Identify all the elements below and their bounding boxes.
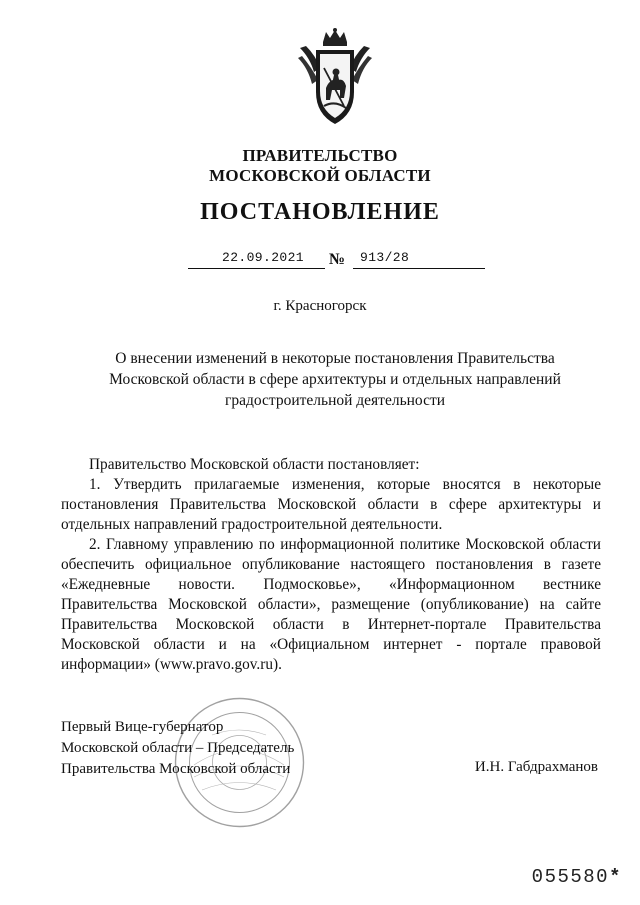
- body-item-1: 1. Утвердить прилагаемые изменения, которые вносятся в некоторые постановления Правительства Московской области в сфере архитектуры и отдельных направлений градостроительной деятельности.: [61, 476, 601, 533]
- signer-name: И.Н. Габдрахманов: [474, 759, 598, 775]
- government-title-line1: ПРАВИТЕЛЬСТВО: [242, 146, 398, 165]
- registration-line: [188, 248, 488, 272]
- serial-number: [532, 866, 622, 888]
- signer-title-line2: Московской области – Председатель: [61, 740, 295, 756]
- serial-asterisk: *: [609, 866, 622, 888]
- signer-title-line1: Первый Вице-губернатор: [61, 719, 224, 735]
- document-number: 913/28: [360, 250, 410, 265]
- number-underline: [353, 268, 485, 269]
- document-subject: О внесении изменений в некоторые постановления Правительства Московской области в сфере архитектуры и отдельных направлений градостроительной деятельности: [109, 350, 561, 409]
- signer-title: [61, 717, 294, 780]
- document-date: 22.09.2021: [222, 250, 305, 265]
- government-title-line2: МОСКОВСКОЙ ОБЛАСТИ: [209, 166, 431, 185]
- document-body: [61, 455, 601, 675]
- city-line: г. Красногорск: [273, 298, 367, 314]
- serial-digits: 055580: [531, 866, 610, 888]
- coat-of-arms-icon: [296, 28, 374, 128]
- signer-title-line3: Правительства Московской области: [61, 761, 291, 777]
- body-intro: Правительство Московской области постановляет:: [89, 456, 420, 473]
- date-underline: [188, 268, 325, 269]
- number-sign: №: [329, 251, 346, 268]
- document-type-heading: ПОСТАНОВЛЕНИЕ: [200, 199, 440, 225]
- body-item-2: 2. Главному управлению по информационной политике Московской области обеспечить официальное опубликование настоящего постановления в газете «Ежедневные новости. Подмосковье», «Информационном вестнике Правительства Московской области», размещение (опубликование) на сайте Правительства Московской области в Интернет-портале Правительства Московской области и на «Официальном интернет - портале правовой информации» (www.pravo.gov.ru).: [61, 536, 601, 673]
